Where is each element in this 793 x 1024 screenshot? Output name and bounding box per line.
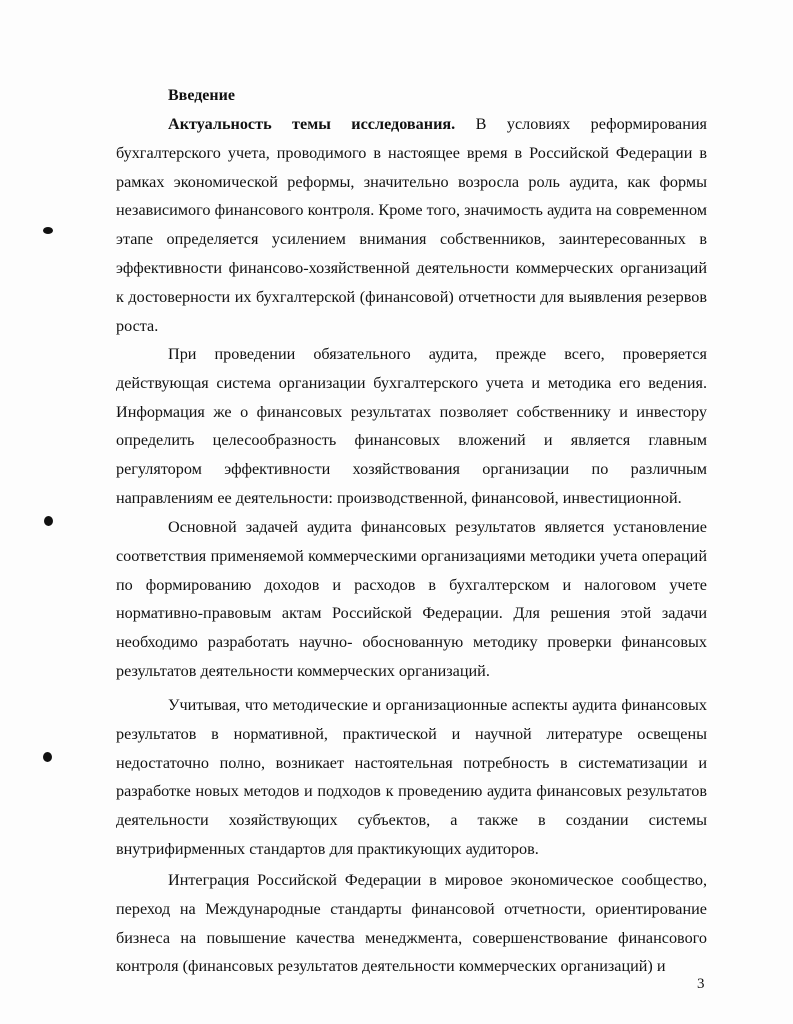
binder-hole-mark <box>43 227 53 234</box>
section-heading: Введение <box>168 87 235 104</box>
paragraph-mandatory-audit: При проведении обязательного аудита, прежде всего, проверяется действующая система организации бухгалтерского учета и методика его ведения. Информация же о финансовых результатах позволяет собственнику и инвестору определить целесообразность финансовых вложений и является главным регулятором эффективности хозяйствования организации по различным направлениям ее деятельности: производственной, финансовой, инвестиционной. <box>116 345 707 507</box>
paragraph-text: В условиях реформирования бухгалтерского учета, проводимого в настоящее время в Российской Федерации в рамках экономической реформы, значительно возросла роль аудита, как формы независимого финансового контроля. Кроме того, значимость аудита на современном этапе определяется усилением внимания собственников, заинтересованных в эффективности финансово-хозяйственной деятельности коммерческих организаций к достоверности их бухгалтерской (финансовой) отчетности для выявления резервов роста. <box>116 115 707 335</box>
paragraph-relevance <box>116 110 707 340</box>
paragraph-methodology: Учитывая, что методические и организационные аспекты аудита финансовых результатов в нормативной, практической и научной литературе освещены недостаточно полно, возникает настоятельная потребность в систематизации и разработке новых методов и подходов к проведению аудита финансовых результатов деятельности хозяйствующих субъектов, а также в создании системы внутрифирменных стандартов для практикующих аудиторов. <box>116 696 707 858</box>
page-number: 3 <box>697 976 705 992</box>
paragraph-integration: Интеграция Российской Федерации в мировое экономическое сообщество, переход на Международные стандарты финансовой отчетности, ориентирование бизнеса на повышение качества менеджмента, совершенствование финансового контроля (финансовых результатов деятельности коммерческих организаций) и <box>116 871 707 976</box>
binder-hole-mark <box>44 516 53 526</box>
paragraph-main-task: Основной задачей аудита финансовых результатов является установление соответствия применяемой коммерческими организациями методики учета операций по формированию доходов и расходов в бухгалтерском и налоговом учете нормативно-правовым актам Российской Федерации. Для решения этой задачи необходимо разработать научно- обоснованную методику проверки финансовых результатов деятельности коммерческих организаций. <box>116 518 707 680</box>
binder-hole-mark <box>43 752 52 762</box>
paragraph-lead-bold: Актуальность темы исследования. <box>168 115 456 133</box>
